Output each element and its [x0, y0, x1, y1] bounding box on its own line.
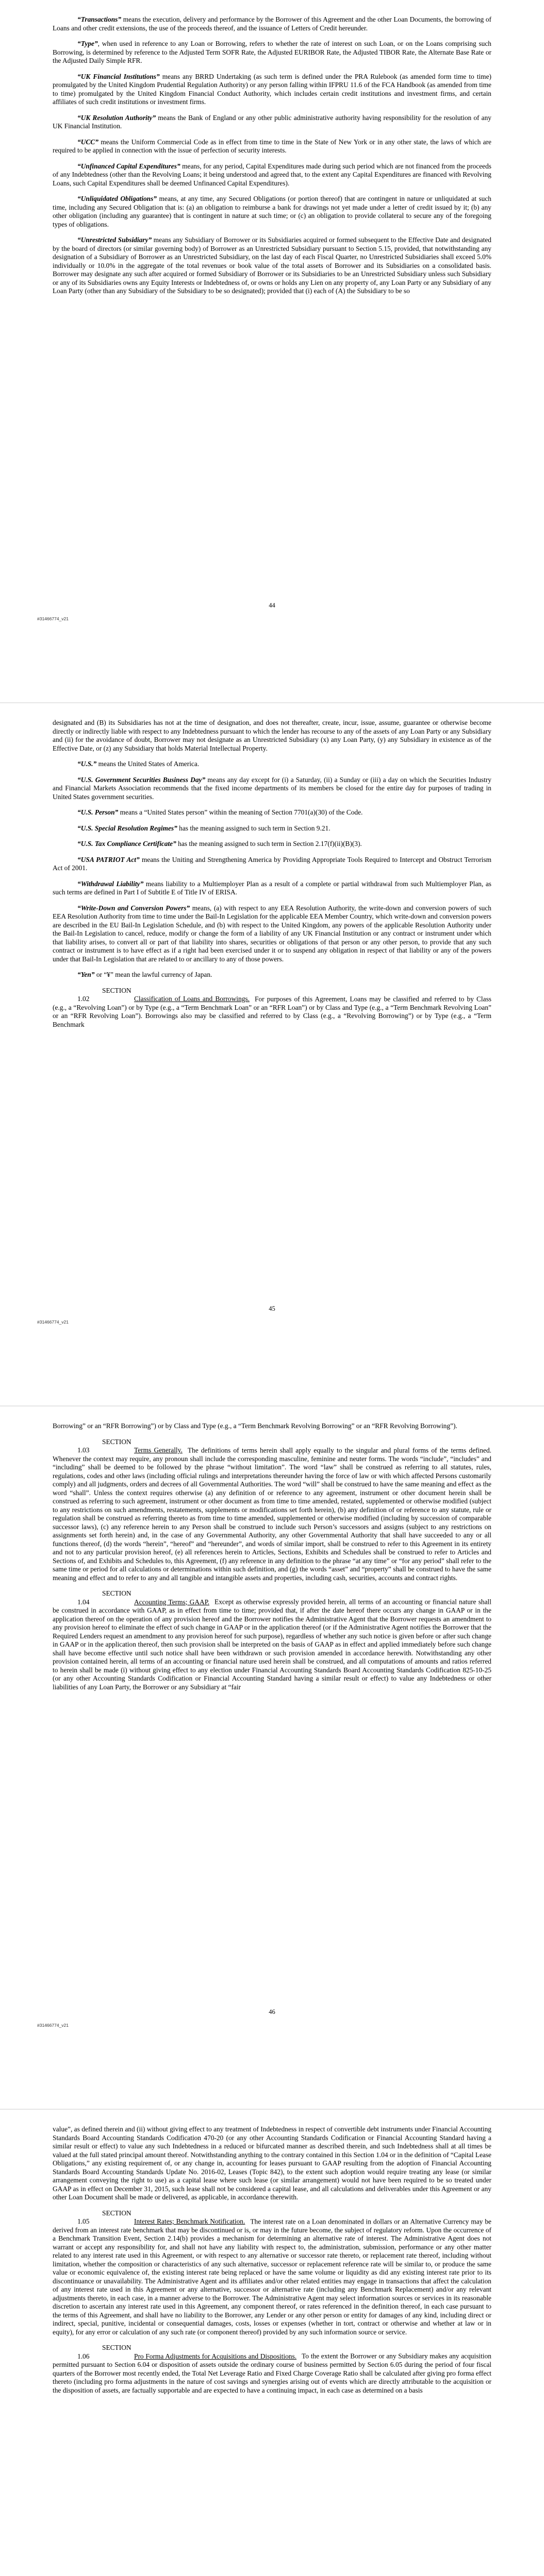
- document-page: [37, 2110, 507, 2576]
- definition-paragraph: [53, 824, 491, 833]
- definition-paragraph: [53, 808, 491, 817]
- page-body: [53, 719, 491, 1036]
- section-text: To the extent the Borrower or any Subsidiary makes any acquisition permitted pursuant to Section 6.04 or disposition of assets outside the ordinary course of business permitted by Section 6.05 during the period of four fiscal quarters of the Borrower most recently ended, the Total Net Leverage Ratio and Fixed Charge Coverage Ratio shall be calculated after giving pro forma effect thereto (including pro forma adjustments in the nature of cost savings and synergies arising out of events which are directly attributable to the acquisition or the disposition of assets, are factually supportable and are expected to have a continuing impact, in each case as determined on a basis: [53, 2352, 491, 2394]
- defined-term: “U.S.”: [77, 760, 97, 768]
- paragraph-text: Borrowing” or an “RFR Borrowing”) or by Class and Type (e.g., a “Term Benchmark Revolving Borrowing” or an “RFR Revolving Borrowing”).: [53, 1422, 457, 1430]
- page-body: [53, 15, 491, 303]
- paragraph-text: means the United States of America.: [96, 760, 200, 768]
- paragraph-text: means any BRRD Undertaking (as such term is defined under the PRA Rulebook (as amended form time to time) promulgated by the United Kingdom Prudential Regulation Authority) or any person falling within IFPRU 11.6 of the FCA Handbook (as amended from time to time) promulgated by the United Kingdom Financial Conduct Authority, which includes certain credit institutions and investment firms, and certain affiliates of such credit institutions or investment firms.: [53, 72, 491, 106]
- section-text: The interest rate on a Loan denominated in dollars or an Alternative Currency may be derived from an interest rate benchmark that may be discontinued or is, or may in the future become, the subject of regulatory reform. Upon the occurrence of a Benchmark Transition Event, Section 2.14(b) provides a mechanism for determining an alternative rate of interest. The Administrative Agent does not warrant or accept any responsibility for, and shall not have any liability with respect to, the administration, submission, performance or any other matter related to any interest rate used in this Agreement, or with respect to any alternative or successor rate thereto, or replacement rate thereof, including without limitation, whether the composition or characteristics of any such alternative, successor or replacement reference rate will be similar to, or produce the same value or economic equivalence of, the existing interest rate being replaced or have the same volume or liquidity as did any existing interest rate prior to its discontinuance or unavailability. The Administrative Agent and its affiliates and/or other related entities may engage in transactions that affect the calculation of any interest rate used in this Agreement or any alternative, successor or alternative rate (including any Benchmark Replacement) and/or any relevant adjustments thereto, in each case, in a manner adverse to the Borrower. The Administrative Agent may select information sources or services in its reasonable discretion to ascertain any interest rate used in this Agreement, any component thereof, or rates referenced in the definition thereof, in each case pursuant to the terms of this Agreement, and shall have no liability to the Borrower, any Lender or any other person or entity for damages of any kind, including direct or indirect, special, punitive, incidental or consequential damages, costs, losses or expenses (whether in tort, contract or otherwise and whether at law or in equity), for any error or calculation of any such rate (or component thereof) provided by any such information source or service.: [53, 2217, 491, 2336]
- paragraph-text: means the Bank of England or any other public administrative authority having responsibility for the resolution of any UK Financial Institution.: [53, 113, 491, 130]
- paragraph-text: has the meaning assigned to such term in Section 9.21.: [177, 824, 331, 832]
- section-paragraph: [53, 1438, 491, 1583]
- paragraph-text: means, for any period, Capital Expenditures made during such period which are not financed from the proceeds of any Indebtedness (other than the Revolving Loans; it being understood and agreed that, to the extent any Capital Expenditures are financed with Revolving Loans, such Capital Expenditures shall be deemed Unfinanced Capital Expenditures).: [53, 162, 491, 187]
- page-divider: [0, 1405, 544, 1406]
- defined-term: “Unrestricted Subsidiary”: [77, 236, 152, 244]
- defined-term: “Write-Down and Conversion Powers”: [77, 904, 190, 912]
- definition-paragraph: [53, 40, 491, 65]
- section-paragraph: [53, 987, 491, 1029]
- document-id: #31466774_v21: [37, 1319, 69, 1325]
- section-title: Classification of Loans and Borrowings.: [134, 995, 250, 1003]
- section-number: SECTION 1.06: [77, 2344, 131, 2360]
- section-paragraph: [53, 2344, 491, 2395]
- definition-paragraph: [53, 776, 491, 802]
- definition-paragraph: [53, 138, 491, 155]
- paragraph-text: means the Uniting and Strengthening America by Providing Appropriate Tools Required to Intercept and Obstruct Terrorism Act of 2001.: [53, 855, 491, 872]
- defined-term: “UCC”: [77, 138, 98, 146]
- paragraph-text: means a “United States person” within the meaning of Section 7701(a)(30) of the Code.: [118, 808, 363, 816]
- definition-paragraph: [53, 880, 491, 897]
- page-number: 46: [269, 2008, 275, 2015]
- section-number: SECTION 1.02: [77, 986, 131, 1003]
- document-id: #31466774_v21: [37, 616, 69, 621]
- paragraph-text: designated and (B) its Subsidiaries has not at the time of designation, and does not thereafter, create, incur, issue, assume, guarantee or otherwise become directly or indirectly liable with respect to any Indebtedness pursuant to which the lender has recourse to any of the assets of any Loan Party or any Subsidiary and (ii) for the avoidance of doubt, Borrower may not designate as an Unrestricted Subsidiary (x) any Loan Party, (y) any Subsidiary in existence as of the Effective Date, or (z) any Subsidiary that holds Material Intellectual Property.: [53, 719, 491, 752]
- paragraph-text: means any day except for (i) a Saturday, (ii) a Sunday or (iii) a day on which the Securities Industry and Financial Markets Association recommends that the fixed income departments of its members be closed for the entire day for purposes of trading in United States government securities.: [53, 775, 491, 801]
- section-title: Pro Forma Adjustments for Acquisitions and Dispositions.: [134, 2352, 297, 2360]
- section-number: SECTION 1.03: [77, 1437, 131, 1454]
- paragraph-text: means the Uniform Commercial Code as in effect from time to time in the State of New York or in any other state, the laws of which are required to be applied in connection with the issue of perfection of security interests.: [53, 138, 491, 154]
- definition-paragraph: [53, 162, 491, 188]
- section-title: Terms Generally.: [134, 1446, 183, 1454]
- defined-term: “Yen”: [77, 971, 95, 978]
- paragraph-text: or “¥” mean the lawful currency of Japan.: [94, 971, 212, 978]
- section-paragraph: [53, 2209, 491, 2337]
- definition-paragraph: [53, 760, 491, 769]
- page-body: [53, 1422, 491, 1699]
- section-title: Interest Rates; Benchmark Notification.: [134, 2217, 245, 2225]
- document-page: [37, 1406, 507, 2092]
- defined-term: “Transactions”: [77, 15, 122, 23]
- section-title: Accounting Terms; GAAP.: [134, 1598, 210, 1606]
- page-number: 44: [269, 602, 275, 609]
- document-id: #31466774_v21: [37, 2023, 69, 2028]
- section-text: For purposes of this Agreement, Loans may be classified and referred to by Class (e.g., a “Revolving Loan”) or by Type (e.g., a “Term Benchmark Loan” or an “RFR Loan”) or by Class and Type (e.g., a “Term Benchmark Revolving Loan” or an “RFR Revolving Loan”). Borrowings also may be classified and referred to by Class (e.g., a “Revolving Borrowing”) or by Type (e.g., a “Term Benchmark: [53, 995, 491, 1028]
- defined-term: “U.S. Tax Compliance Certificate”: [77, 840, 176, 848]
- page-divider: [0, 2109, 544, 2110]
- paragraph-text: means liability to a Multiemployer Plan as a result of a complete or partial withdrawal from such Multiemployer Plan, as such terms are defined in Part I of Subtitle E of Title IV of ERISA.: [53, 879, 491, 896]
- section-paragraph: [53, 1589, 491, 1691]
- section-text: The definitions of terms herein shall apply equally to the singular and plural forms of the terms defined. Whenever the context may require, any pronoun shall include the corresponding masculine, feminine and neuter forms. The words “include”, “includes” and “including” shall be deemed to be followed by the phrase “without limitation”. The word “law” shall be construed as referring to all statutes, rules, regulations, codes and other laws (including official rulings and interpretations thereunder having the force of law or with which affected Persons customarily comply) and all judgments, orders and decrees of all Governmental Authorities. The word “will” shall be construed to have the same meaning and effect as the word “shall”. Unless the context requires otherwise (a) any definition of or reference to any agreement, instrument or other document herein shall be construed as referring to such agreement, instrument or other document as from time to time amended, restated, supplemented or otherwise modified (subject to any restrictions on such amendments, restatements, supplements or modifications set forth herein), (b) any definition of or reference to any statute, rule or regulation shall be construed as referring thereto as from time to time amended, supplemented or otherwise modified (including by succession of comparable successor laws), (c) any reference herein to any Person shall be construed to include such Person’s successors and assigns (subject to any restrictions on assignments set forth herein) and, in the case of any Governmental Authority, any other Governmental Authority that shall have succeeded to any or all functions thereof, (d) the words “herein”, “hereof” and “hereunder”, and words of similar import, shall be construed to refer to this Agreement in its entirety and not to any particular provision hereof, (e) all references herein to Articles, Sections, Exhibits and Schedules shall be construed to refer to Articles and Sections of, and Exhibits and Schedules to, this Agreement, (f) any reference in any definition to the phrase “at any time” or “for any period” shall refer to the same time or period for all calculations or determinations within such definition, and (g) the words “asset” and “property” shall be construed to have the same meaning and effect and to refer to any and all tangible and intangible assets and properties, including cash, securities, accounts and contract rights.: [53, 1446, 491, 1582]
- paragraph-text: means the execution, delivery and performance by the Borrower of this Agreement and the other Loan Documents, the borrowing of Loans and other credit extensions, the use of the proceeds thereof, and the issuance of Letters of Credit hereunder.: [53, 15, 491, 32]
- defined-term: “UK Resolution Authority”: [77, 113, 156, 122]
- defined-term: “U.S. Person”: [77, 808, 119, 816]
- continuation-paragraph: [53, 2125, 491, 2202]
- paragraph-text: value”, as defined therein and (ii) without giving effect to any treatment of Indebtedness in respect of convertible debt instruments under Financial Accounting Standards Board Accounting Standards Codification 470-20 (or any other Accounting Standards Codification or Financial Accounting Standard having a similar result or effect) to value any such Indebtedness in a reduced or bifurcated manner as described therein, and such Indebtedness shall at all times be valued at the full stated principal amount thereof. Notwithstanding anything to the contrary contained in this Section 1.04 or in the definition of “Capital Lease Obligations,” any existing requirement of, or any change in, accounting for leases pursuant to GAAP resulting from the adoption of Financial Accounting Standards Board Accounting Standards Update No. 2016-02, Leases (Topic 842), to the extent such adoption would require treating any lease (or similar arrangement conveying the right to use) as a capital lease where such lease (or similar arrangement) would not have been required to be so treated under GAAP as in effect on December 31, 2015, such lease shall not be considered a capital lease, and all calculations and deliverables under this Agreement or any other Loan Document shall be made or delivered, as applicable, in accordance therewith.: [53, 2125, 491, 2201]
- definition-paragraph: [53, 904, 491, 964]
- definition-paragraph: [53, 840, 491, 849]
- document-page: [37, 0, 507, 685]
- definition-paragraph: [53, 114, 491, 131]
- definition-paragraph: [53, 195, 491, 229]
- definition-paragraph: [53, 856, 491, 873]
- defined-term: “U.S. Government Securities Business Day”: [77, 775, 206, 784]
- definition-paragraph: [53, 971, 491, 979]
- defined-term: “U.S. Special Resolution Regimes”: [77, 824, 177, 832]
- continuation-paragraph: [53, 719, 491, 753]
- section-number: SECTION 1.04: [77, 1589, 131, 1606]
- continuation-paragraph: [53, 1422, 491, 1431]
- document-page: [37, 703, 507, 1388]
- defined-term: “Unfinanced Capital Expenditures”: [77, 162, 180, 170]
- defined-term: “USA PATRIOT Act”: [77, 855, 140, 863]
- defined-term: “Type”: [77, 40, 98, 47]
- defined-term: “UK Financial Institutions”: [77, 72, 160, 80]
- paragraph-text: has the meaning assigned to such term in Section 2.17(f)(ii)(B)(3).: [176, 840, 362, 848]
- defined-term: “Withdrawal Liability”: [77, 879, 144, 888]
- definition-paragraph: [53, 236, 491, 296]
- section-number: SECTION 1.05: [77, 2209, 131, 2225]
- paragraph-text: means, at any time, any Secured Obligations (or portion thereof) that are contingent in nature or unliquidated at such time, including any Secured Obligation that is: (a) an obligation to reimburse a bank for drawings not yet made under a letter of credit issued by it; (b) any other obligation (including any guarantee) that is contingent in nature at such time; or (c) an obligation to provide collateral to secure any of the foregoing types of obligations.: [53, 195, 491, 228]
- page-body: [53, 2125, 491, 2402]
- paragraph-text: means, (a) with respect to any EEA Resolution Authority, the write-down and conversion powers of such EEA Resolution Authority from time to time under the Bail-In Legislation for the applicable EEA Member Country, which write-down and conversion powers are described in the EU Bail-In Legislation Schedule, and (b) with respect to the United Kingdom, any powers of the applicable Resolution Authority under the Bail-In Legislation to cancel, reduce, modify or change the form of a liability of any UK Financial Institution or any contract or instrument under which that liability arises, to convert all or part of that liability into shares, securities or obligations of that person or any other person, to provide that any such contract or instrument is to have effect as if a right had been exercised under it or to suspend any obligation in respect of that liability or any of the powers under that Bail-In Legislation that are related to or ancillary to any of those powers.: [53, 904, 491, 963]
- paragraph-text: means any Subsidiary of Borrower or its Subsidiaries acquired or formed subsequent to the Effective Date and designated by the board of directors (or similar governing body) of Borrower as an Unrestricted Subsidiary pursuant to Section 5.15, provided, that notwithstanding any designation of a Subsidiary of Borrower as an Unrestricted Subsidiary, on the last day of each Fiscal Quarter, no Unrestricted Subsidiaries shall exceed 5.0% individually or 10.0% in the aggregate of the total revenues or book value of the total assets of Borrower and its Subsidiaries on a consolidated basis. Borrower may designate any such after acquired or formed Subsidiary of Borrower or its Subsidiaries to be an Unrestricted Subsidiary unless such Subsidiary or any of its Subsidiaries owns any Equity Interests or Indebtedness of, or owns or holds any Lien on any property of, any Loan Party or any Subsidiary of any Loan Party (other than any Subsidiary of the Subsidiary to be so designated); provided that (i) each of (A) the Subsidiary to be so: [53, 236, 491, 295]
- page-divider: [0, 702, 544, 703]
- definition-paragraph: [53, 15, 491, 32]
- defined-term: “Unliquidated Obligations”: [77, 195, 157, 202]
- definition-paragraph: [53, 73, 491, 107]
- paragraph-text: , when used in reference to any Loan or Borrowing, refers to whether the rate of interest on such Loan, or on the Loans comprising such Borrowing, is determined by reference to the Adjusted Term SOFR Rate, the Adjusted EURIBOR Rate, the Adjusted TIBOR Rate, the Alternate Base Rate or the Adjusted Daily Simple RFR.: [53, 40, 491, 64]
- section-text: Except as otherwise expressly provided herein, all terms of an accounting or financial nature shall be construed in accordance with GAAP, as in effect from time to time; provided that, if after the date hereof there occurs any change in GAAP or in the application thereof on the operation of any provision hereof and the Borrower notifies the Administrative Agent that the Borrower requests an amendment to any provision hereof to eliminate the effect of such change in GAAP or in the application thereof (or if the Administrative Agent notifies the Borrower that the Required Lenders request an amendment to any provision hereof for such purpose), regardless of whether any such notice is given before or after such change in GAAP or in the application thereof, then such provision shall be interpreted on the basis of GAAP as in effect and applied immediately before such change shall have become effective until such notice shall have been withdrawn or such provision amended in accordance herewith. Notwithstanding any other provision contained herein, all terms of an accounting or financial nature used herein shall be construed, and all computations of amounts and ratios referred to herein shall be made (i) without giving effect to any election under Financial Accounting Standards Board Accounting Standards Codification 825-10-25 (or any other Accounting Standards Codification or Financial Accounting Standard having a similar result or effect) to value any Indebtedness or other liabilities of any Loan Party, the Borrower or any Subsidiary at “fair: [53, 1598, 492, 1691]
- page-number: 45: [269, 1305, 275, 1312]
